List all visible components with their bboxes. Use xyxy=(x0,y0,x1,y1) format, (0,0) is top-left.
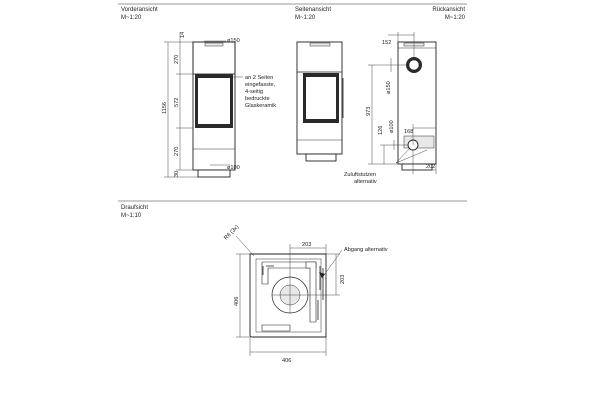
dim-406-bottom: 406 xyxy=(282,358,292,364)
dim-168: 168 xyxy=(404,129,414,135)
side-flue-collar xyxy=(310,43,330,46)
top-brick-lower xyxy=(262,325,290,331)
dim-270-bottom: 270 xyxy=(174,146,180,156)
front-view-drawing xyxy=(162,32,277,177)
front-flue-collar xyxy=(205,43,223,46)
top-view-drawing xyxy=(223,224,388,364)
top-view-scale: M~1:10 xyxy=(121,213,142,219)
side-glass-window xyxy=(306,77,336,119)
dim-572: 572 xyxy=(174,97,180,107)
dim-1156: 1156 xyxy=(162,101,168,114)
back-view-scale: M~1:20 xyxy=(444,15,465,21)
side-stove-base xyxy=(306,154,336,161)
dim-270-top: 270 xyxy=(174,54,180,64)
dim-203-top: 203 xyxy=(302,242,312,248)
back-view-title: Rückansicht xyxy=(432,7,465,13)
back-flue-outlet-inner xyxy=(409,60,419,70)
glass-note: an 2 Seiten eingefasste, 4-seitig bedruckte Glaskeramik xyxy=(245,75,277,109)
front-view-title: Vorderansicht xyxy=(121,7,158,13)
dim-202: 202 xyxy=(426,164,436,170)
front-stove-base xyxy=(198,170,230,177)
side-view-title: Seitenansicht xyxy=(295,7,332,13)
dim-phi100-back: ø100 xyxy=(389,120,395,133)
dim-406-left: 406 xyxy=(234,296,240,306)
dim-phi150-front: ø150 xyxy=(227,38,240,44)
dim-126: 126 xyxy=(378,125,384,135)
dim-30: 30 xyxy=(174,170,180,177)
dim-phi100-front: ø100 xyxy=(227,165,240,171)
top-radius-leader xyxy=(236,236,254,256)
air-inlet-note: Zuluftstutzen alternativ xyxy=(344,172,377,185)
dim-973: 973 xyxy=(366,106,372,116)
dim-152: 152 xyxy=(382,40,392,46)
front-view-scale: M~1:20 xyxy=(121,15,142,21)
dim-r6: R6 (3x) xyxy=(223,224,241,242)
dim-203-right: 203 xyxy=(340,274,346,284)
dim-phi150-back: ø150 xyxy=(386,81,392,94)
back-view-drawing xyxy=(344,32,436,185)
dim-14: 14 xyxy=(180,31,186,38)
front-glass-window xyxy=(198,78,230,124)
abgang-label: Abgang alternativ xyxy=(344,247,388,253)
top-view-title: Draufsicht xyxy=(121,205,149,211)
side-view-drawing xyxy=(297,42,343,161)
side-view-scale: M~1:20 xyxy=(295,15,316,21)
